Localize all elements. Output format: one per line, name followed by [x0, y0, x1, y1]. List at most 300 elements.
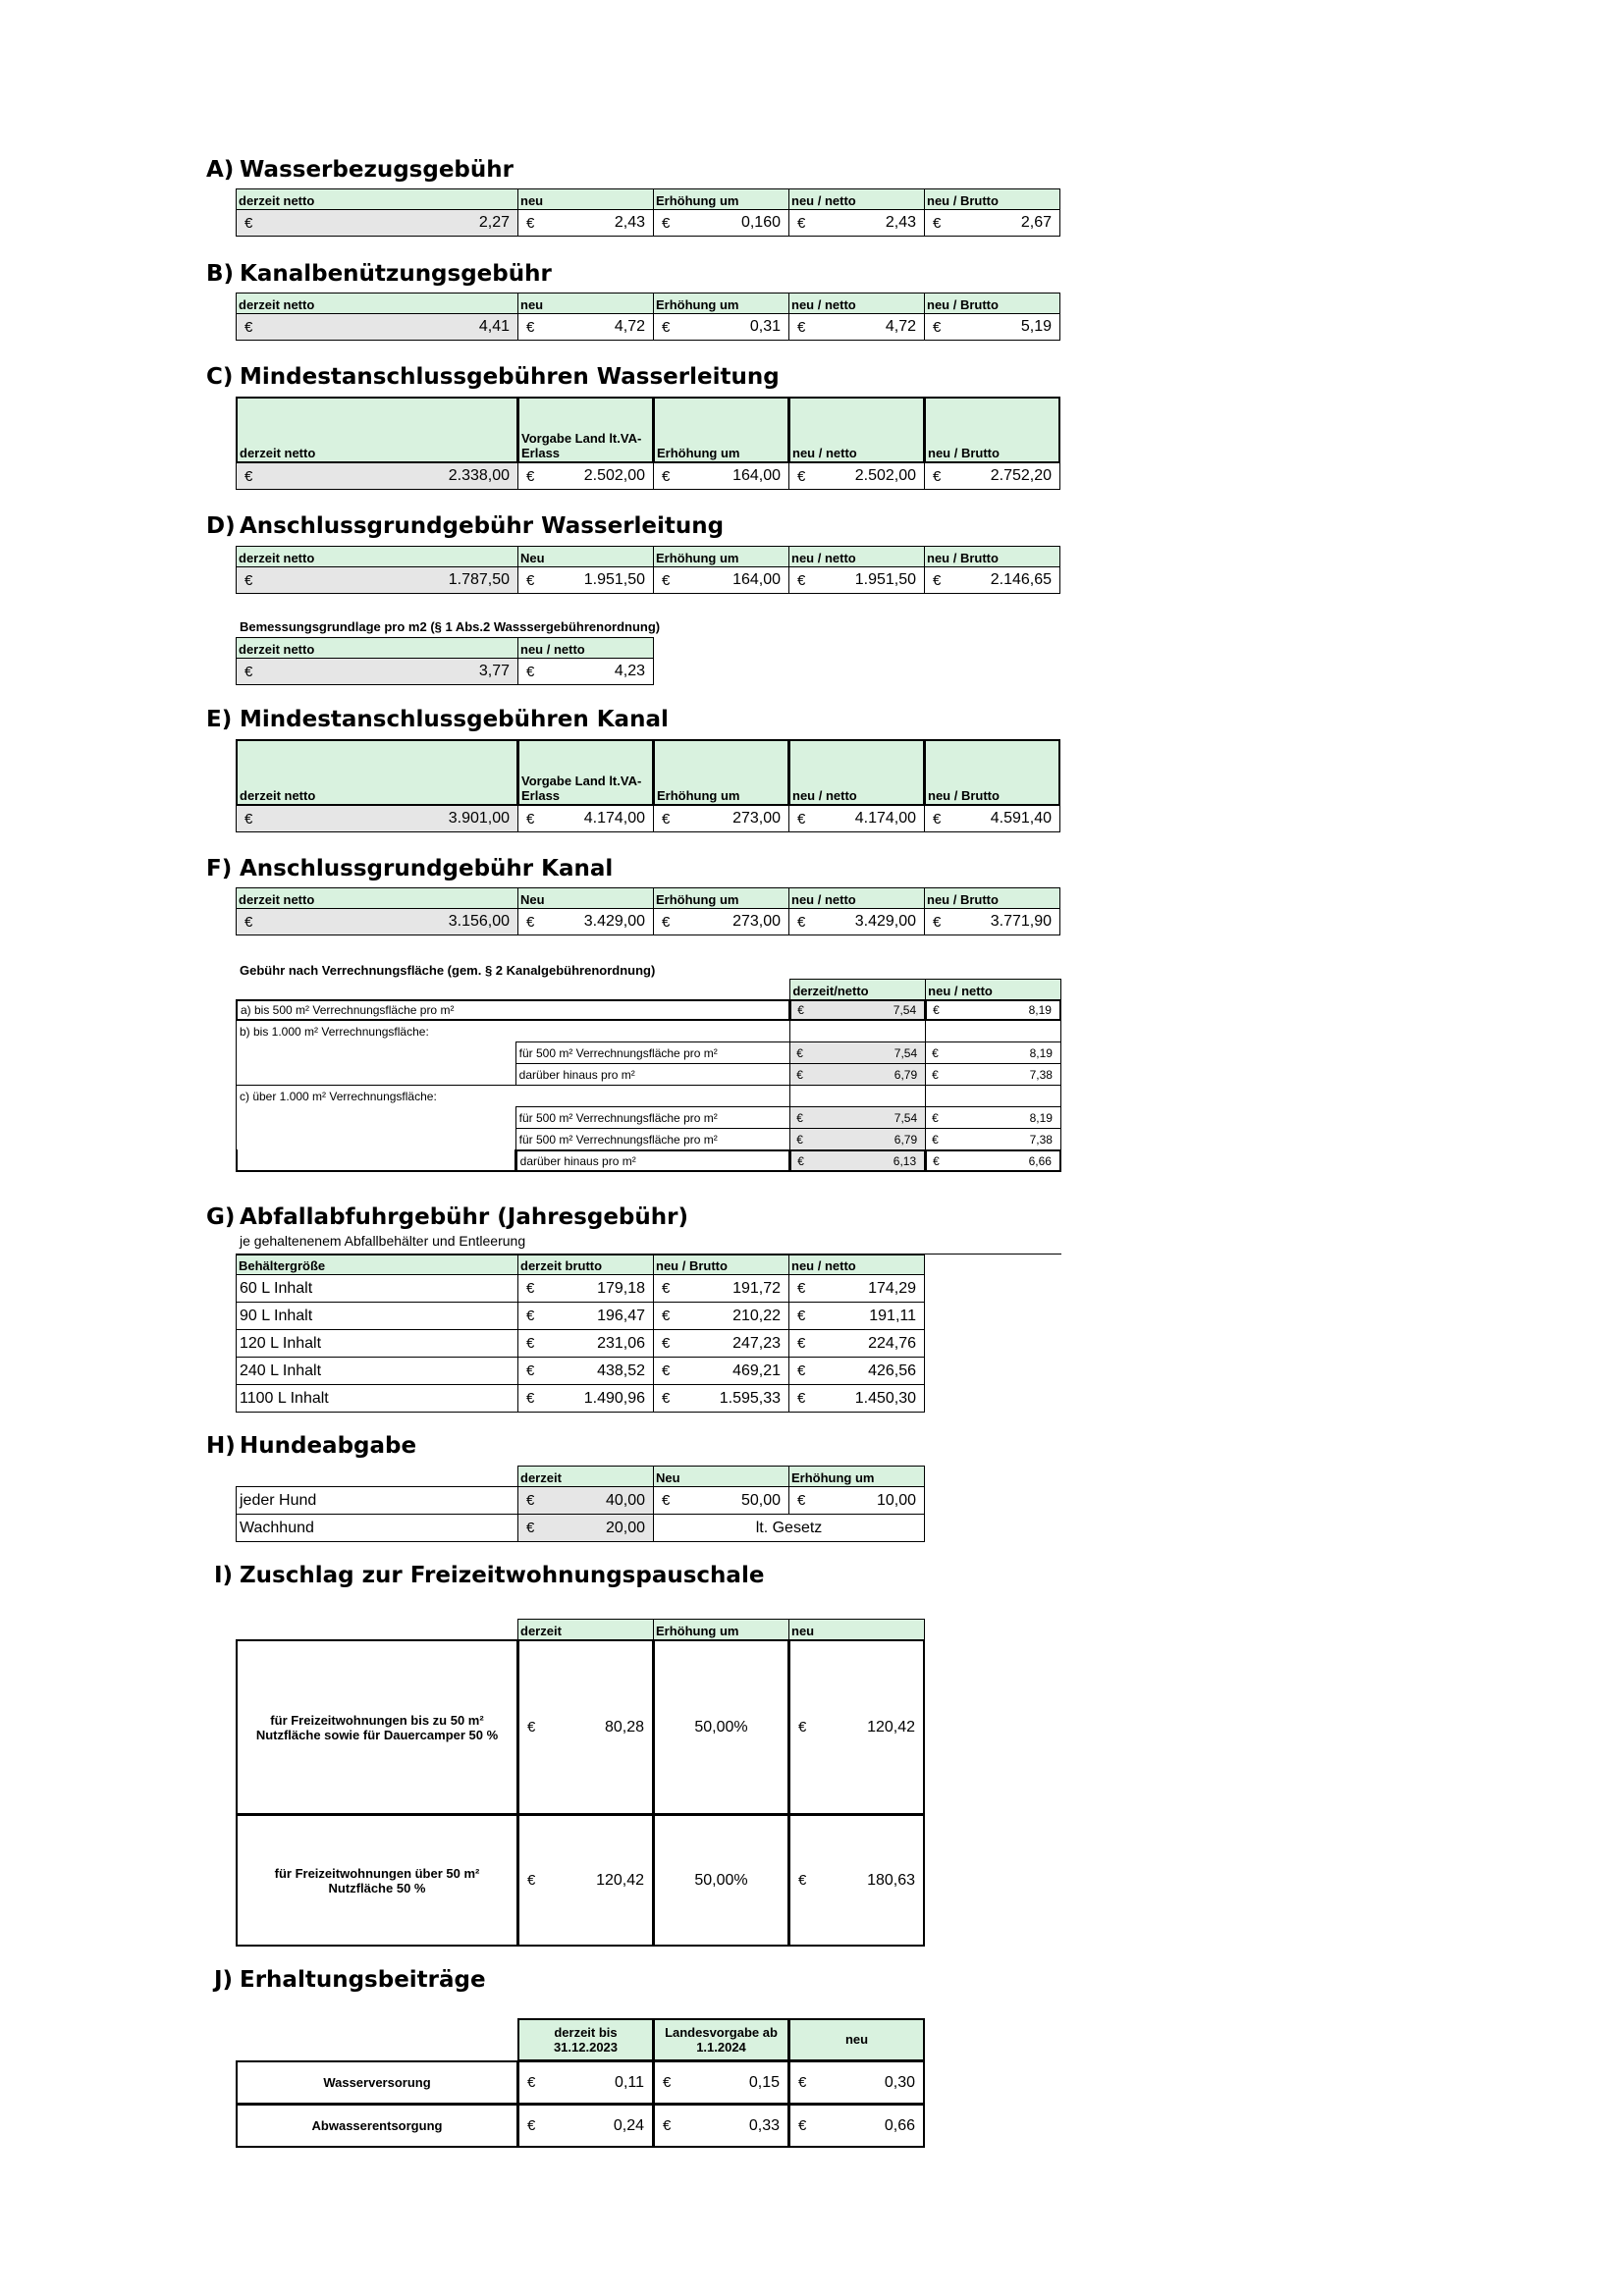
value-cell [236, 805, 518, 832]
value-cell [653, 566, 789, 594]
section-note: je gehaltenenem Abfallbehälter und Entleerung [240, 1233, 526, 1249]
empty-cell [236, 1041, 516, 1064]
euro-sign: € [244, 663, 253, 680]
section-d-title [206, 513, 724, 539]
euro-sign: € [933, 214, 942, 232]
value: 120,42 [596, 1871, 644, 1889]
value: 0,66 [884, 2116, 915, 2134]
euro-sign: € [933, 1153, 940, 1168]
empty-cell [236, 1466, 518, 1487]
table-d [236, 547, 1060, 594]
header-cell: neu [517, 293, 654, 314]
header-cell: derzeit [517, 1466, 654, 1487]
value: 180,63 [867, 1871, 915, 1889]
euro-sign: € [797, 1390, 806, 1407]
header-cell: neu / Brutto [924, 546, 1060, 567]
value: 273,00 [732, 810, 781, 827]
value: 2,67 [1020, 214, 1052, 231]
header-cell: neu / netto [788, 293, 925, 314]
value-cell [788, 1274, 925, 1303]
header-cell: neu / netto [788, 188, 925, 210]
value: 1.595,33 [719, 1389, 781, 1407]
euro-sign: € [527, 1872, 536, 1889]
value-cell [925, 999, 1061, 1021]
euro-sign: € [662, 571, 671, 589]
euro-sign: € [796, 1045, 803, 1060]
value-cell [789, 999, 926, 1021]
euro-sign: € [797, 1280, 806, 1297]
header-cell: derzeit netto [236, 188, 518, 210]
value: 210,22 [732, 1307, 781, 1324]
header-cell: neu [788, 1619, 925, 1640]
value: 3.901,00 [448, 810, 510, 827]
euro-sign: € [932, 1045, 939, 1060]
euro-sign: € [526, 810, 535, 828]
value-cell [788, 805, 925, 832]
value: 1.490,96 [583, 1389, 645, 1407]
value: 1.787,50 [448, 571, 510, 588]
value-cell [236, 566, 518, 594]
value: 2.752,20 [990, 467, 1052, 484]
empty-cell [236, 1619, 518, 1640]
section-letter: A) [206, 157, 235, 183]
value: 7,38 [1029, 1132, 1053, 1147]
value: 164,00 [732, 467, 781, 484]
section-letter: B) [206, 261, 235, 287]
row-label: jeder Hund [236, 1486, 518, 1515]
header-cell: neu / netto [788, 397, 925, 463]
header-cell: Behältergröße [236, 1255, 518, 1275]
euro-sign: € [526, 1308, 535, 1324]
header-cell: neu / Brutto [924, 739, 1060, 806]
value-cell [517, 1357, 654, 1385]
row-label: darüber hinaus pro m² [515, 1149, 791, 1172]
value-cell [653, 209, 789, 237]
value: 196,47 [597, 1307, 645, 1324]
empty-cell [236, 2018, 518, 2061]
header-cell: neu / Brutto [924, 293, 1060, 314]
value-cell [517, 1329, 654, 1358]
header-cell: neu / netto [788, 546, 925, 567]
value-cell [653, 462, 789, 490]
value: 191,72 [732, 1279, 781, 1297]
value-cell [788, 2060, 925, 2105]
euro-sign: € [798, 1719, 807, 1735]
euro-sign: € [932, 1067, 939, 1082]
section-letter: C) [206, 364, 234, 390]
euro-sign: € [526, 663, 535, 680]
section-e-title [206, 707, 669, 732]
value-cell [925, 1149, 1061, 1172]
header-cell: derzeit netto [236, 739, 518, 806]
empty-cell [236, 1106, 516, 1129]
value-cell [236, 313, 518, 341]
euro-sign: € [662, 1492, 671, 1509]
empty-cell [236, 1128, 516, 1150]
header-cell: derzeit netto [236, 546, 518, 567]
value-cell [517, 1302, 654, 1330]
header-cell: derzeit brutto [517, 1255, 654, 1275]
value: 6,79 [893, 1132, 918, 1147]
header-cell: neu [788, 2018, 925, 2061]
table-g [236, 1255, 925, 1413]
euro-sign: € [933, 571, 942, 589]
section-name: Kanalbenützungsgebühr [240, 261, 552, 287]
value-cell [924, 209, 1060, 237]
value: 8,19 [1029, 1110, 1053, 1125]
section-h-title [206, 1433, 416, 1459]
value-cell [925, 1106, 1061, 1129]
euro-sign: € [244, 571, 253, 589]
value-cell [517, 2060, 654, 2105]
value: 0,15 [748, 2073, 780, 2091]
value-cell [517, 462, 654, 490]
empty-cell [236, 1063, 516, 1086]
value-cell [789, 1041, 926, 1064]
header-cell: Erhöhung um [653, 739, 789, 806]
value: 40,00 [605, 1491, 645, 1509]
value-cell [517, 1639, 654, 1815]
value-cell [653, 1329, 789, 1358]
value-cell [236, 462, 518, 490]
value-cell [788, 2104, 925, 2148]
section-letter: H) [206, 1433, 236, 1459]
value-cell [653, 2060, 789, 2105]
section-a-title [206, 157, 514, 183]
euro-sign: € [662, 1390, 671, 1407]
euro-sign: € [526, 913, 535, 931]
value: 4,23 [614, 663, 645, 679]
euro-sign: € [662, 467, 671, 485]
header-cell: derzeit netto [236, 397, 518, 463]
value-cell [788, 908, 925, 935]
value-cell [789, 1063, 926, 1086]
header-cell: Neu [517, 546, 654, 567]
empty-cell [236, 1149, 516, 1172]
percent-cell: 50,00% [653, 1814, 789, 1947]
value-cell [236, 209, 518, 237]
euro-sign: € [662, 913, 671, 931]
value: 3.429,00 [854, 913, 916, 930]
value: 10,00 [876, 1491, 916, 1509]
euro-sign: € [797, 1153, 804, 1168]
section-name: Wasserbezugsgebühr [240, 157, 514, 183]
value: 4.174,00 [583, 810, 645, 827]
section-letter: E) [206, 707, 233, 732]
value: 426,56 [868, 1362, 916, 1379]
euro-sign: € [798, 2117, 807, 2134]
table-b [236, 294, 1060, 341]
header-cell: derzeit [517, 1619, 654, 1640]
value-cell [788, 313, 925, 341]
section-name: Anschlussgrundgebühr Kanal [240, 856, 614, 881]
euro-sign: € [933, 913, 942, 931]
section-name: Anschlussgrundgebühr Wasserleitung [240, 513, 725, 539]
section-name: Hundeabgabe [240, 1433, 417, 1459]
value-cell [925, 1041, 1061, 1064]
value: 8,19 [1029, 1045, 1053, 1060]
value-cell [517, 805, 654, 832]
value: 7,54 [893, 1003, 917, 1017]
value: 179,18 [597, 1279, 645, 1297]
empty-cell [789, 1020, 926, 1042]
row-label: 240 L Inhalt [236, 1357, 518, 1385]
euro-sign: € [797, 913, 806, 931]
table-j [236, 2019, 925, 2148]
euro-sign: € [244, 810, 253, 828]
value-cell [517, 1514, 654, 1542]
value: 0,160 [740, 214, 781, 231]
euro-sign: € [244, 913, 253, 931]
euro-sign: € [527, 1719, 536, 1735]
header-cell: Erhöhung um [653, 1619, 789, 1640]
value: 231,06 [597, 1334, 645, 1352]
table-f-verrechnung [236, 980, 1061, 1172]
header-cell: Vorgabe Land lt.VA-Erlass [517, 397, 654, 463]
row-label: für Freizeitwohnungen bis zu 50 m² Nutzfläche sowie für Dauercamper 50 % [236, 1639, 518, 1815]
euro-sign: € [797, 467, 806, 485]
section-name: Mindestanschlussgebühren Wasserleitung [240, 364, 780, 390]
value-cell [653, 1357, 789, 1385]
section-letter: F) [206, 856, 233, 881]
value-cell [924, 313, 1060, 341]
section-letter: I) [214, 1563, 234, 1588]
value: 120,42 [867, 1718, 915, 1735]
section-letter: J) [214, 1967, 234, 1993]
row-label: für Freizeitwohnungen über 50 m² Nutzfläche 50 % [236, 1814, 518, 1947]
euro-sign: € [796, 1067, 803, 1082]
value-cell [788, 1814, 925, 1947]
value: 4,72 [614, 318, 645, 335]
header-cell: neu / netto [517, 637, 654, 659]
euro-sign: € [663, 2117, 672, 2134]
value: 6,66 [1028, 1153, 1052, 1168]
value-cell [789, 1106, 926, 1129]
euro-sign: € [796, 1110, 803, 1125]
section-i-title [214, 1563, 764, 1588]
value: 164,00 [732, 571, 781, 588]
value-cell [236, 658, 518, 685]
value: 7,54 [893, 1045, 918, 1060]
euro-sign: € [526, 214, 535, 232]
value: 0,24 [613, 2116, 644, 2134]
table-a [236, 189, 1060, 237]
euro-sign: € [526, 1492, 535, 1509]
section-name: Mindestanschlussgebühren Kanal [240, 707, 669, 732]
header-cell: neu / Brutto [924, 887, 1060, 909]
euro-sign: € [797, 1003, 804, 1017]
value: 7,38 [1029, 1067, 1053, 1082]
value: 2.146,65 [990, 571, 1052, 588]
value-cell [653, 1486, 789, 1515]
value-cell [788, 1486, 925, 1515]
section-b-title [206, 261, 552, 287]
section-name: Zuschlag zur Freizeitwohnungspauschale [240, 1563, 765, 1588]
value-cell [653, 313, 789, 341]
row-label: für 500 m² Verrechnungsfläche pro m² [515, 1128, 791, 1150]
value: 0,31 [749, 318, 781, 335]
euro-sign: € [797, 318, 806, 336]
euro-sign: € [797, 571, 806, 589]
table-h [236, 1467, 925, 1542]
value: 6,79 [893, 1067, 918, 1082]
euro-sign: € [932, 1110, 939, 1125]
header-cell: neu / netto [788, 1255, 925, 1275]
header-cell: neu / Brutto [924, 397, 1060, 463]
header-cell: Vorgabe Land lt.VA-Erlass [517, 739, 654, 806]
value: 174,29 [868, 1279, 916, 1297]
value: 2.338,00 [448, 467, 510, 484]
value: 2,43 [885, 214, 916, 231]
row-label: Abwasserentsorgung [236, 2104, 518, 2148]
value: 80,28 [604, 1718, 644, 1735]
row-label: 120 L Inhalt [236, 1329, 518, 1358]
value: 1.450,30 [854, 1389, 916, 1407]
row-label: 60 L Inhalt [236, 1274, 518, 1303]
value: 7,54 [893, 1110, 918, 1125]
header-cell: Erhöhung um [653, 293, 789, 314]
header-cell: neu [517, 188, 654, 210]
empty-cell [925, 1085, 1061, 1107]
euro-sign: € [244, 318, 253, 336]
euro-sign: € [527, 2074, 536, 2091]
empty-cell [789, 1085, 926, 1107]
value-cell [788, 209, 925, 237]
value: 3,77 [478, 663, 510, 679]
euro-sign: € [798, 1872, 807, 1889]
value-cell [517, 2104, 654, 2148]
value: 4.591,40 [990, 810, 1052, 827]
row-label: a) bis 500 m² Verrechnungsfläche pro m² [236, 999, 790, 1021]
value: 1.951,50 [583, 571, 645, 588]
euro-sign: € [797, 1362, 806, 1379]
merged-cell: lt. Gesetz [653, 1514, 925, 1542]
euro-sign: € [526, 571, 535, 589]
section-g-title [206, 1204, 688, 1230]
header-cell: derzeit netto [236, 637, 518, 659]
value: 2.502,00 [854, 467, 916, 484]
value: 1.951,50 [854, 571, 916, 588]
empty-cell [236, 979, 790, 1000]
euro-sign: € [662, 1280, 671, 1297]
header-cell: Erhöhung um [788, 1466, 925, 1487]
value-cell [925, 1063, 1061, 1086]
euro-sign: € [933, 810, 942, 828]
value: 6,13 [893, 1153, 917, 1168]
value-cell [517, 908, 654, 935]
value-cell [653, 1274, 789, 1303]
value-cell [789, 1149, 926, 1172]
header-cell: neu / netto [925, 979, 1061, 1000]
euro-sign: € [526, 1280, 535, 1297]
value-cell [788, 1329, 925, 1358]
table-i [236, 1620, 925, 1947]
header-cell: derzeit/netto [789, 979, 926, 1000]
value-cell [517, 1814, 654, 1947]
value: 8,19 [1028, 1003, 1052, 1017]
euro-sign: € [244, 467, 253, 485]
euro-sign: € [527, 2117, 536, 2134]
value-cell [517, 658, 654, 685]
value-cell [517, 313, 654, 341]
euro-sign: € [796, 1132, 803, 1147]
row-label: Wasserversorung [236, 2060, 518, 2105]
value: 3.429,00 [583, 913, 645, 930]
section-letter: D) [206, 513, 236, 539]
table-c [236, 398, 1060, 490]
euro-sign: € [933, 1003, 940, 1017]
table-f [236, 888, 1060, 935]
value: 5,19 [1020, 318, 1052, 335]
euro-sign: € [662, 810, 671, 828]
section-c-title [206, 364, 780, 390]
header-cell: derzeit bis 31.12.2023 [517, 2018, 654, 2061]
value: 469,21 [732, 1362, 781, 1379]
euro-sign: € [933, 467, 942, 485]
header-cell: neu / Brutto [653, 1255, 789, 1275]
row-label: für 500 m² Verrechnungsfläche pro m² [515, 1106, 791, 1129]
row-label: Wachhund [236, 1514, 518, 1542]
euro-sign: € [526, 467, 535, 485]
subsection-title: Gebühr nach Verrechnungsfläche (gem. § 2 Kanalgebührenordnung) [240, 963, 656, 978]
euro-sign: € [798, 2074, 807, 2091]
section-j-title [214, 1967, 486, 1993]
section-name: Erhaltungsbeiträge [240, 1967, 486, 1993]
euro-sign: € [662, 214, 671, 232]
euro-sign: € [797, 810, 806, 828]
value-cell [788, 1302, 925, 1330]
row-label: 1100 L Inhalt [236, 1384, 518, 1413]
value: 4.174,00 [854, 810, 916, 827]
header-cell: neu / netto [788, 739, 925, 806]
value-cell [517, 1384, 654, 1413]
euro-sign: € [797, 1335, 806, 1352]
section-f-title [206, 856, 613, 881]
value-cell [653, 1384, 789, 1413]
value-cell [517, 1486, 654, 1515]
header-cell: Erhöhung um [653, 887, 789, 909]
value-cell [788, 1639, 925, 1815]
value: 191,11 [869, 1307, 916, 1324]
subsection-title: Bemessungsgrundlage pro m2 (§ 1 Abs.2 Wasssergebührenordnung) [240, 619, 661, 634]
euro-sign: € [526, 1362, 535, 1379]
value: 4,72 [885, 318, 916, 335]
value: 0,33 [748, 2116, 780, 2134]
value-cell [924, 908, 1060, 935]
euro-sign: € [662, 1335, 671, 1352]
row-label: darüber hinaus pro m² [515, 1063, 791, 1086]
value: 224,76 [868, 1334, 916, 1352]
header-cell: Landesvorgabe ab 1.1.2024 [653, 2018, 789, 2061]
header-cell: Erhöhung um [653, 397, 789, 463]
value-cell [517, 209, 654, 237]
value: 247,23 [732, 1334, 781, 1352]
value-cell [788, 566, 925, 594]
header-cell: derzeit netto [236, 887, 518, 909]
value: 438,52 [597, 1362, 645, 1379]
value-cell [653, 908, 789, 935]
header-cell: neu / Brutto [924, 188, 1060, 210]
value: 20,00 [605, 1519, 645, 1536]
value-cell [788, 1384, 925, 1413]
euro-sign: € [662, 1362, 671, 1379]
header-cell: Neu [653, 1466, 789, 1487]
value: 2.502,00 [583, 467, 645, 484]
value-cell [924, 462, 1060, 490]
row-label: 90 L Inhalt [236, 1302, 518, 1330]
euro-sign: € [526, 1390, 535, 1407]
value-cell [788, 462, 925, 490]
